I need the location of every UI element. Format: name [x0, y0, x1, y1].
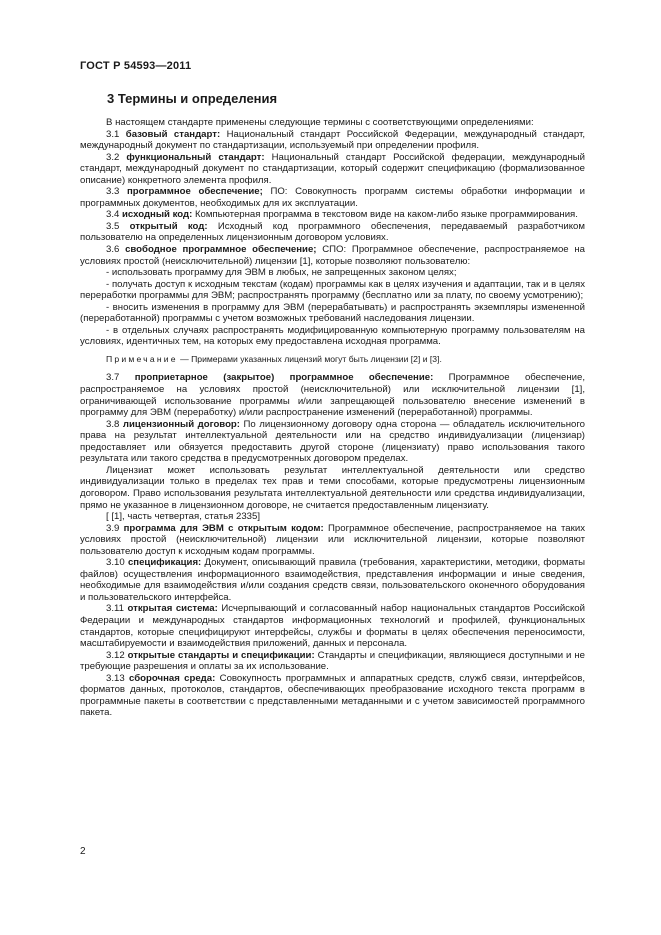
term-definition: Национальный стандарт Российской федерации, международный стандарт, международный документ по стандартизации, который содержит спецификацию (формализованное описание) конкретного элемента профиля. [80, 151, 586, 186]
definition-3-6 [80, 244, 585, 267]
note [80, 354, 585, 366]
definition-3-2 [80, 152, 585, 187]
term-definition: По лицензионному договору одна сторона — обладатель исключительного права на результат интеллектуальной деятельности или на средство индивидуализации (лицензиар) предоставляет или обязуется предоставить другой стороне (лицензиату) право использования такого результата или такого средства в предусмотренных договором пределах. [80, 418, 585, 465]
term-number: 3.3 [106, 186, 120, 198]
term-definition: СПО: Программное обеспечение, распространяемое на условиях простой (неисключительной) лицензии [1], которые позволяют пользователю: [80, 244, 585, 267]
term-name: открытая система: [127, 603, 218, 615]
section-title: 3 Термины и определения [107, 91, 278, 106]
term-definition: Национальный стандарт Российской Федерации, международный стандарт, международный документ по стандартизации, используемый при определении профиля. [80, 128, 586, 152]
term-name: базовый стандарт: [125, 128, 221, 140]
term-name: свободное программное обеспечение; [125, 244, 317, 256]
term-definition: Совокупность программных и аппаратных средств, служб связи, интерфейсов, форматов данных, протоколов, стандартов, обеспечивающих преобразование исходного текста программ в программные пакеты в соответствии с представленными метаданными и с учетом зависимостей программного пакета. [80, 672, 585, 719]
definition-3-4 [80, 209, 585, 221]
definition-3-9 [80, 523, 585, 558]
term-name: открытый код: [129, 220, 208, 232]
intro-paragraph: В настоящем стандарте применены следующие термины с соответствующими определениями: [106, 117, 534, 128]
term-number: 3.13 [106, 672, 125, 684]
term-number: 3.4 [106, 209, 120, 221]
list-item: - в отдельных случаях распространять модифицированную компьютерную программу пользователям на условиях, идентичных тем, на которых ему предоставлена исходная программа. [80, 324, 585, 348]
term-number: 3.10 [106, 557, 125, 569]
definition-3-12 [80, 650, 585, 673]
standard-header: ГОСТ Р 54593—2011 [80, 60, 192, 72]
term-number: 3.5 [106, 220, 120, 232]
term-definition: Стандарты и спецификации, являющиеся доступными и не требующие разрешения и оплаты за их использование. [80, 649, 585, 673]
term-name: сборочная среда: [129, 672, 216, 684]
term-name: лицензионный договор: [122, 418, 240, 430]
term-name: функциональный стандарт: [126, 151, 265, 163]
term-definition: Документ, описывающий правила (требования, характеристики, методики, форматы файлов) осуществления информационного взаимодействия, представления информации и иные сведения, необходимые для взаимодействия и/или создания средств связи, пользовательского оконечного оборудования и пользовательского интерфейса. [80, 557, 585, 603]
note-text: — Примерами указанных лицензий могут быть лицензии [2] и [3]. [180, 353, 442, 364]
definition-3-8-continued: Лицензиат может использовать результат интеллектуальной деятельности или средство индивидуализации только в пределах тех прав и теми способами, которые предусмотрены лицензионным договором. Право использования результата интеллектуальной деятельности или средства индивидуализации, прямо не указанное в лицензионном договоре, не считается предоставленным лицензиату. [80, 464, 585, 511]
term-name: программное обеспечение; [126, 186, 263, 198]
term-definition: Компьютерная программа в текстовом виде на каком-либо языке программирования. [194, 209, 578, 221]
term-definition: Исчерпывающий и согласованный набор национальных стандартов Российской Федерации и международных стандартов информационных технологий и профилей, функциональных стандартов, которые специфицируют интерфейсы, службы и форматы в целях обеспечения переносимости, масштабируемости и взаимодействия приложений, данных и персонала. [80, 603, 585, 650]
term-number: 3.7 [106, 372, 120, 384]
definition-3-1 [80, 129, 585, 152]
term-name: исходный код: [122, 209, 193, 221]
definition-3-13 [80, 673, 585, 719]
definition-3-7 [80, 372, 585, 418]
term-name: программа для ЭВМ с открытым кодом: [123, 522, 324, 534]
page-number: 2 [80, 846, 86, 857]
definition-3-10 [80, 557, 585, 603]
source-reference: [ [1], часть четвертая, статья 2335] [106, 511, 260, 523]
term-definition: Программное обеспечение, распространяемое на условиях простой (неисключительной) или исключительной лицензии [1], ограничивающей использование программы и/или запрещающей пользователю внесение изменений в программу для ЭВМ (переработку) и/или распространение изменений (переработанной) программы. [80, 372, 586, 419]
term-definition: Программное обеспечение, распространяемое на таких условиях простой (неисключительной) лицензии или исключительной лицензии, которые позволяют пользователю доступ к исходным кодам программы. [80, 522, 586, 557]
term-name: открытые стандарты и спецификации: [127, 649, 315, 661]
list-item: - использовать программу для ЭВМ в любых, не запрещенных законом целях; [106, 267, 457, 279]
term-definition: Исходный код программного обеспечения, передаваемый разработчиком пользователю на определенных лицензионным договором условиях. [80, 220, 585, 244]
definition-3-11 [80, 603, 585, 649]
term-number: 3.1 [106, 128, 120, 140]
list-item: - вносить изменения в программу для ЭВМ (перерабатывать) и распространять экземпляры измененной (переработанной) программы с учетом возможных требований наследования лицензии. [80, 301, 585, 325]
term-number: 3.6 [106, 244, 120, 256]
document-body [80, 117, 585, 719]
list-item: - получать доступ к исходным текстам (кодам) программы как в целях изучения и адаптации, так и в целях переработки программы для ЭВМ; распространять программу (бесплатно или за плату, по своему усмотрению); [80, 278, 585, 302]
definition-3-8 [80, 419, 585, 465]
definition-3-3 [80, 186, 585, 209]
definition-3-5 [80, 221, 585, 244]
term-number: 3.11 [106, 603, 124, 615]
note-label: Примечание [106, 353, 178, 364]
term-number: 3.8 [106, 418, 120, 430]
term-number: 3.12 [106, 649, 125, 661]
term-name: проприетарное (закрытое) программное обеспечение: [134, 372, 434, 384]
term-name: спецификация: [127, 557, 202, 569]
term-definition: ПО: Совокупность программ системы обработки информации и программных документов, необходимых для их эксплуатации. [80, 186, 585, 209]
term-number: 3.2 [106, 151, 120, 163]
term-number: 3.9 [106, 522, 120, 534]
